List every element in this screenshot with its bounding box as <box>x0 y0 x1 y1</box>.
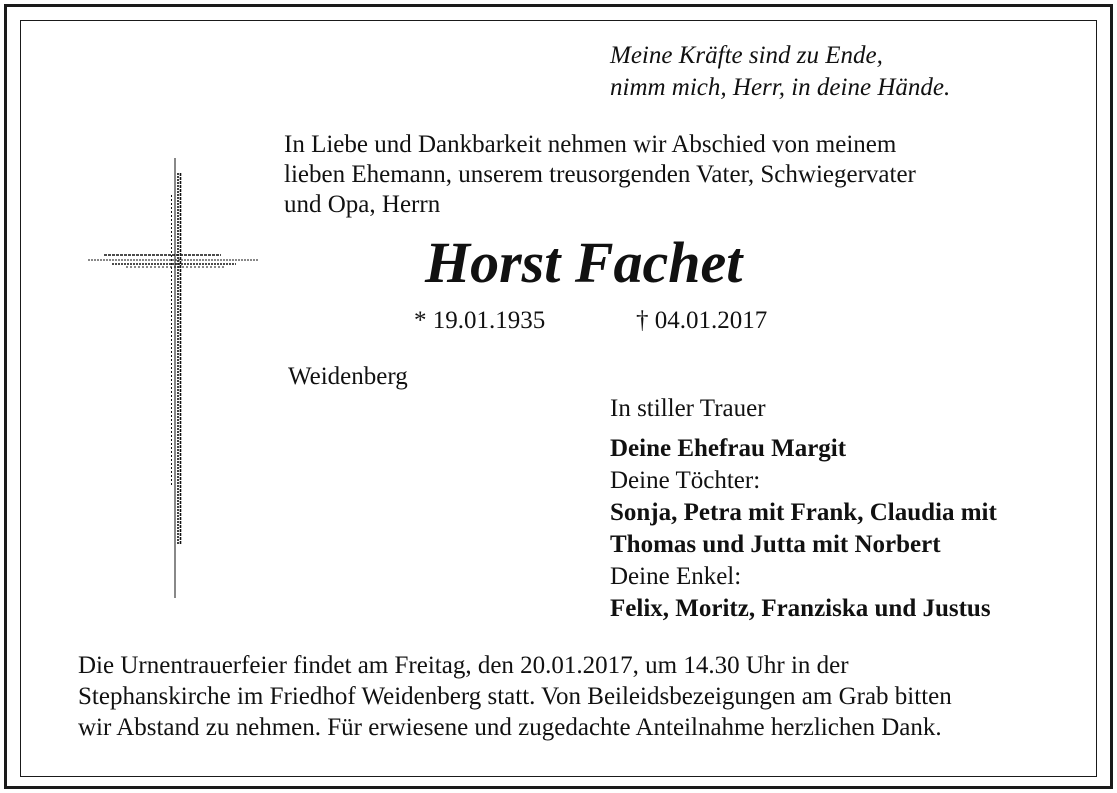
intro-line-2: lieben Ehemann, unserem treusorgenden Vater, Schwiegervater <box>284 161 916 188</box>
grandchildren-label: Deine Enkel: <box>610 563 742 590</box>
intro-line-1: In Liebe und Dankbarkeit nehmen wir Abschied von meinem <box>284 131 897 158</box>
notice-line-1: Die Urnentrauerfeier findet am Freitag, den 20.01.2017, um 14.30 Uhr in der <box>78 652 849 679</box>
motto-line-2: nimm mich, Herr, in deine Hände. <box>610 74 951 101</box>
daughters-names-line-2: Thomas und Jutta mit Norbert <box>610 531 941 558</box>
notice-line-2: Stephanskirche im Friedhof Weidenberg statt. Von Beileidsbezeigungen am Grab bitten <box>78 683 952 710</box>
deceased-name: Horst Fachet <box>425 230 743 295</box>
notice-line-3: wir Abstand zu nehmen. Für erwiesene und zugedachte Anteilnahme herzlichen Dank. <box>78 714 942 741</box>
motto-verse <box>610 40 950 104</box>
ceremony-notice <box>78 650 952 743</box>
place-name: Weidenberg <box>288 363 408 390</box>
daughters-label: Deine Töchter: <box>610 467 761 494</box>
mourners-block <box>610 393 997 625</box>
cross-icon <box>86 155 262 605</box>
grandchildren-names: Felix, Moritz, Franziska und Justus <box>610 595 991 622</box>
motto-line-1: Meine Kräfte sind zu Ende, <box>610 42 883 69</box>
daughters-names-line-1: Sonja, Petra mit Frank, Claudia mit <box>610 499 997 526</box>
intro-line-3: und Opa, Herrn <box>284 191 441 218</box>
intro-text <box>284 130 916 220</box>
mourning-heading: In stiller Trauer <box>610 395 766 422</box>
death-date: † 04.01.2017 <box>636 307 768 334</box>
birth-date: * 19.01.1935 <box>414 307 546 334</box>
wife-name: Deine Ehefrau Margit <box>610 435 847 462</box>
